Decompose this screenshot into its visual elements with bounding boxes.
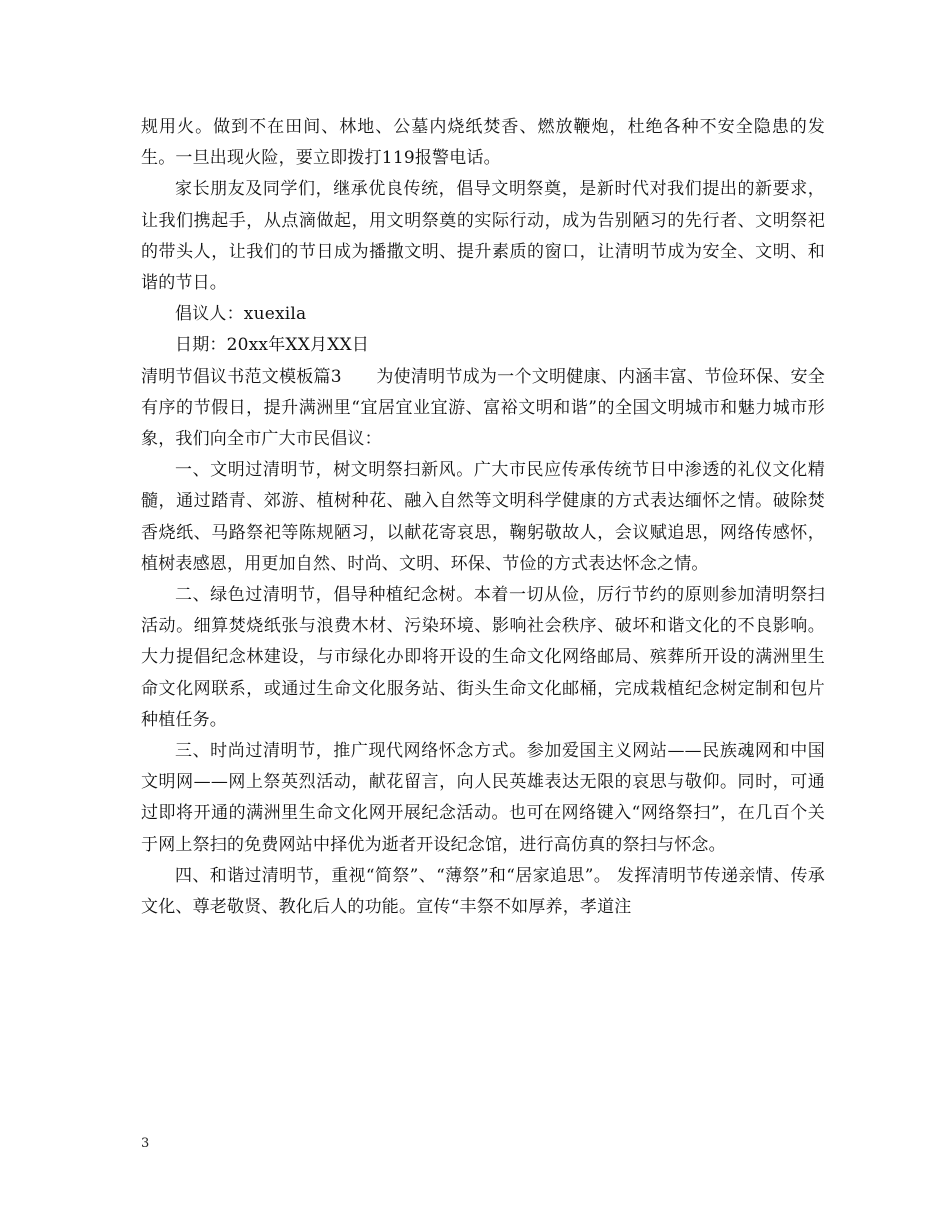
paragraph-template-3-intro: 清明节倡议书范文模板篇3 为使清明节成为一个文明健康、内涵丰富、节俭环保、安全有序的节假日，提升满洲里“宜居宜业宜游、富裕文明和谐”的全国文明城市和魅力城市形象，我们向全市广大市民倡议：: [141, 366, 825, 450]
paragraph-date: 日期：20xx年XX月XX日: [175, 335, 370, 356]
paragraph-point-one: 一、文明过清明节，树文明祭扫新风。广大市民应传承传统节日中渗透的礼仪文化精髓，通过踏青、郊游、植树种花、融入自然等文明科学健康的方式表达缅怀之情。破除焚香烧纸、马路祭祀等陈规陋习，以献花寄哀思，鞠躬敬故人，会议赋追思，网络传感怀，植树表感恩，用更加自然、时尚、文明、环保、节俭的方式表达怀念之情。: [141, 460, 825, 574]
document-body: [141, 112, 825, 923]
paragraph-point-two: 二、绿色过清明节，倡导种植纪念树。本着一切从俭，厉行节约的原则参加清明祭扫活动。细算焚烧纸张与浪费木材、污染环境、影响社会秩序、破坏和谐文化的不良影响。大力提倡纪念林建设，与市绿化办即将开设的生命文化网络邮局、殡葬所开设的满洲里生命文化网联系，或通过生命文化服务站、街头生命文化邮桶，完成栽植纪念树定制和包片种植任务。: [141, 585, 825, 730]
paragraph-point-four: 四、和谐过清明节，重视“简祭”、“薄祭”和“居家追思”。 发挥清明节传递亲情、传承文化、尊老敬贤、教化后人的功能。宣传“丰祭不如厚养，孝道注: [141, 865, 825, 918]
paragraph-initiator: 倡议人：xuexila: [175, 304, 307, 325]
paragraph-fire-safety: 规用火。做到不在田间、林地、公墓内烧纸焚香、燃放鞭炮，杜绝各种不安全隐患的发生。一旦出现火险，要立即拨打119报警电话。: [141, 117, 825, 169]
paragraph-civilized-appeal: 家长朋友及同学们，继承优良传统，倡导文明祭奠，是新时代对我们提出的新要求，让我们携起手，从点滴做起，用文明祭奠的实际行动，成为告别陋习的先行者、文明祭祀的带头人，让我们的节日成为播撒文明、提升素质的窗口，让清明节成为安全、文明、和谐的节日。: [141, 179, 825, 294]
page-number: 3: [141, 1136, 150, 1151]
paragraph-point-three: 三、时尚过清明节，推广现代网络怀念方式。参加爱国主义网站——民族魂网和中国文明网——网上祭英烈活动，献花留言，向人民英雄表达无限的哀思与敬仰。同时，可通过即将开通的满洲里生命文化网开展纪念活动。也可在网络键入“网络祭扫”，在几百个关于网上祭扫的免费网站中择优为逝者开设纪念馆，进行高仿真的祭扫与怀念。: [141, 741, 825, 855]
